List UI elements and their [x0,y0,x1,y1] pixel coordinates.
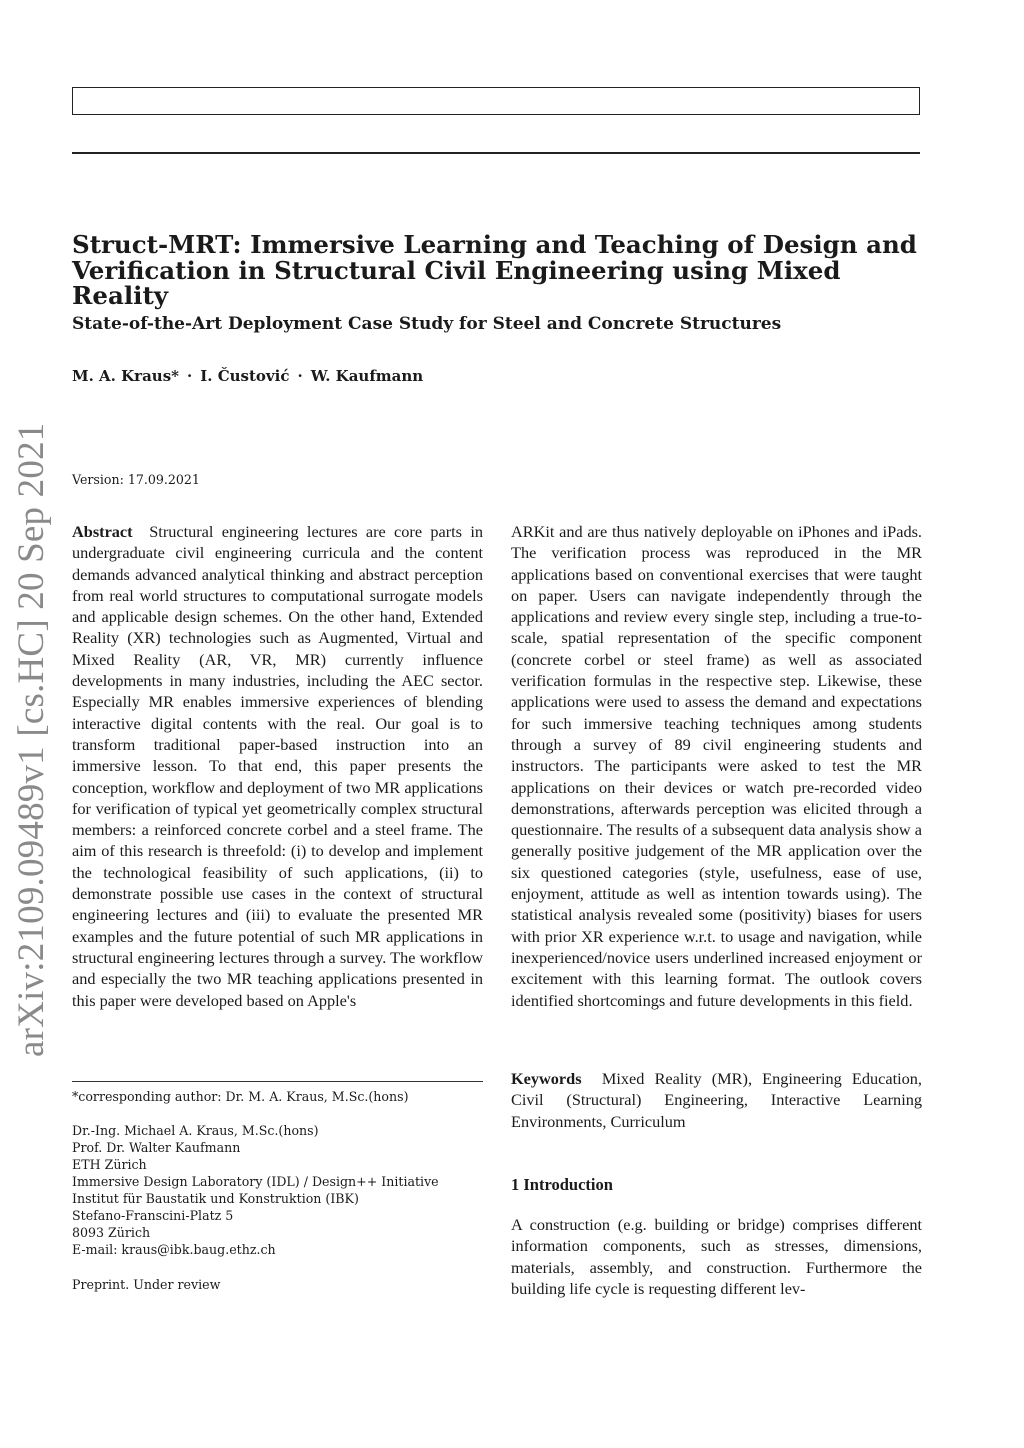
preprint-note: Preprint. Under review [72,1277,221,1292]
affiliation-line: Institut für Baustatik und Konstruktion (IBK) [72,1191,359,1206]
introduction-text: A construction (e.g. building or bridge) comprises different information components, such as stresses, dimensions, materials, assembly, and construction. Furthermore the building life cycle is requesting different lev- [511,1215,922,1298]
abstract-label: Abstract [72,522,133,541]
keywords-text: Mixed Reality (MR), Engineering Education, Civil (Structural) Engineering, Interactive Learning Environments, Curriculum [511,1069,922,1131]
affiliation-block [72,1122,439,1258]
header-rule [72,152,920,154]
affiliation-line: Prof. Dr. Walter Kaufmann [72,1140,241,1155]
author-separator: · [187,367,193,385]
author-name: W. Kaufmann [310,367,424,385]
affiliation-email: E-mail: kraus@ibk.baug.ethz.ch [72,1242,276,1257]
affiliation-line: ETH Zürich [72,1157,147,1172]
author-name: I. Čustović [200,367,290,385]
paper-title: Struct-MRT: Immersive Learning and Teaching of Design and Verification in Structural Civil Engineering using Mixed Reality [72,230,917,310]
footnote-rule [72,1081,483,1082]
keywords-label: Keywords [511,1069,582,1088]
author-separator: · [297,367,303,385]
author-name: M. A. Kraus* [72,367,179,385]
running-header-box [72,87,920,115]
affiliation-line: 8093 Zürich [72,1225,151,1240]
section-heading-introduction: 1 Introduction [511,1175,613,1194]
abstract-left-column [72,521,483,1011]
arxiv-identifier-stamp: arXiv:2109.09489v1 [cs.HC] 20 Sep 2021 [11,422,52,1057]
paper-subtitle: State-of-the-Art Deployment Case Study for Steel and Concrete Structures [72,314,782,334]
affiliation-line: Stefano-Franscini-Platz 5 [72,1208,234,1223]
affiliation-line: Dr.-Ing. Michael A. Kraus, M.Sc.(hons) [72,1123,319,1138]
abstract-right-column: ARKit and are thus natively deployable on iPhones and iPads. The verification process was reproduced in the MR applications based on conventional exercises that were taught on paper. Users can navigate independently through the applications and review every single step, including a true-to-scale, spatial representation of the specific component (concrete corbel or steel frame) as well as associated verification formulas in the respective step. Likewise, these applications were used to assess the demand and expectations for such immersive teaching techniques among students through a survey of 89 civil engineering students and instructors. The participants were asked to test the MR applications on their devices or watch pre-recorded video demonstrations, afterwards perception was elicited through a questionnaire. The results of a subsequent data analysis show a generally positive judgement of the MR application over the six questioned categories (style, usefulness, ease of use, enjoyment, attitude as well as intention towards using). The statistical analysis revealed some (positivity) biases for users with prior XR experience w.r.t. to usage and navigation, while inexperienced/novice users underlined increased enjoyment or excitement with this learning format. The outlook covers identified shortcomings and future developments in this field. [511,522,922,1010]
author-list [72,366,423,386]
affiliation-line: Immersive Design Laboratory (IDL) / Design++ Initiative [72,1174,439,1189]
version-note: Version: 17.09.2021 [72,472,200,487]
abstract-text: Structural engineering lectures are core parts in undergraduate civil engineering curricula and the content demands advanced analytical thinking and abstract perception from real world structures to computational surrogate models and applicable design schemes. On the other hand, Extended Reality (XR) technologies such as Augmented, Virtual and Mixed Reality (AR, VR, MR) currently influence developments in many industries, including the AEC sector. Especially MR enables immersive experiences of blending interactive digital contents with the real. Our goal is to transform traditional paper-based instruction into an immersive lesson. To that end, this paper presents the conception, workflow and deployment of two MR applications for verification of typical yet geometrically complex structural members: a reinforced concrete corbel and a steel frame. The aim of this research is threefold: (i) to develop and implement the technological feasibility of such applications, (ii) to demonstrate possible use cases in the context of structural engineering lectures and (iii) to evaluate the presented MR examples and the future potential of such MR applications in structural engineering lectures through a survey. The workflow and especially the two MR teaching applications presented in this paper were developed based on Apple's [72,522,484,1010]
keywords-block [511,1068,922,1132]
corresponding-author-footnote: *corresponding author: Dr. M. A. Kraus, M.Sc.(hons) [72,1089,409,1104]
